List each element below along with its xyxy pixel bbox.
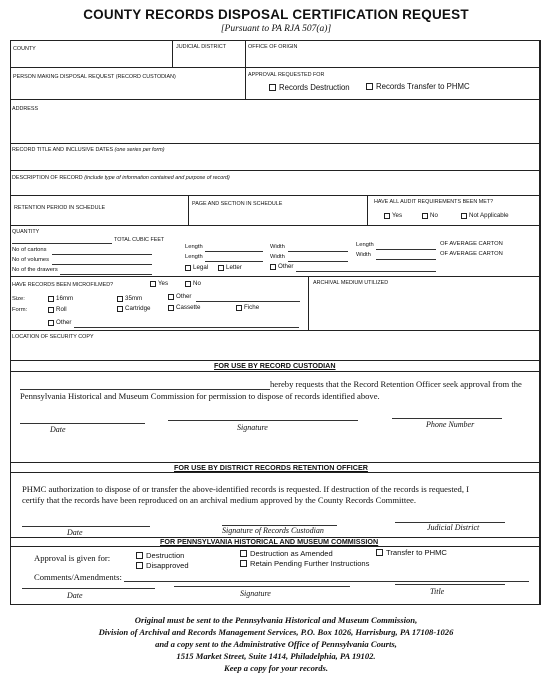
custodian-signature-label: Signature xyxy=(237,423,268,432)
judicial-district-label: JUDICIAL DISTRICT xyxy=(176,44,227,50)
cubic-feet-line[interactable] xyxy=(12,243,112,244)
footer-line2: Division of Archival and Records Management Services, P.O. Box 1026, Harrisburg, PA 17108-1026 xyxy=(98,627,454,637)
size-other-option[interactable] xyxy=(168,294,191,300)
microfilm-no-option[interactable] xyxy=(185,281,201,287)
form-cartridge-label: Cartridge xyxy=(125,305,151,312)
county-label: COUNTY xyxy=(13,46,36,52)
custodian-name-field[interactable] xyxy=(20,389,270,390)
checkbox[interactable] xyxy=(48,320,54,326)
checkbox[interactable] xyxy=(136,552,143,559)
width-field[interactable] xyxy=(288,251,348,252)
phmc-destruction-label: Destruction xyxy=(146,551,185,560)
audit-no-option[interactable] xyxy=(422,213,438,219)
page-section-field[interactable] xyxy=(191,210,363,223)
checkbox[interactable] xyxy=(185,281,191,287)
office-of-origin-label: OFFICE OF ORIGIN xyxy=(248,44,298,50)
footer-line3: and a copy sent to the Administrative Office of Pennsylvania Courts, xyxy=(155,639,397,649)
carton-length-field[interactable] xyxy=(376,249,436,250)
phmc-title-label: Title xyxy=(430,587,445,596)
approval-given-label: Approval is given for: xyxy=(34,553,111,563)
microfilm-no-label: No xyxy=(193,280,201,287)
audit-question-label: HAVE ALL AUDIT REQUIREMENTS BEEN MET? xyxy=(374,199,494,205)
checkbox[interactable] xyxy=(168,294,174,300)
phmc-destruction-amended-option[interactable] xyxy=(240,550,333,558)
records-transfer-label: Records Transfer to PHMC xyxy=(376,82,470,91)
phmc-destruction-amended-label: Destruction as Amended xyxy=(250,549,333,558)
divider xyxy=(308,276,309,330)
phmc-disapproved-option[interactable] xyxy=(136,562,189,570)
custodian-phone-field[interactable] xyxy=(392,418,502,419)
officer-district-label: Judicial District xyxy=(427,523,480,532)
form-other-field[interactable] xyxy=(74,327,299,328)
archival-medium-field[interactable] xyxy=(312,289,537,327)
officer-text-line2: certify that the records have been reproduced on an archival medium approved by the County Records Committee. xyxy=(22,495,416,505)
form-subtitle: [Pursuant to PA RJA 507(a)] xyxy=(220,24,332,34)
form-fiche-label: Fiche xyxy=(244,304,260,311)
audit-no-label: No xyxy=(430,212,438,219)
microfilm-yes-option[interactable] xyxy=(150,281,168,287)
security-copy-label: LOCATION OF SECURITY COPY xyxy=(12,334,94,340)
microfilm-question-label: HAVE RECORDS BEEN MICROFILMED? xyxy=(12,282,114,288)
approval-requested-label: APPROVAL REQUESTED FOR xyxy=(248,72,325,78)
divider xyxy=(10,99,540,100)
length-field[interactable] xyxy=(205,261,263,262)
divider xyxy=(10,371,11,377)
audit-yes-option[interactable] xyxy=(384,213,402,219)
phmc-transfer-option[interactable] xyxy=(376,549,447,557)
checkbox[interactable] xyxy=(422,213,428,219)
length-label: Length xyxy=(185,244,203,250)
checkbox[interactable] xyxy=(117,306,123,312)
record-title-note: (one series per form) xyxy=(114,147,165,153)
custodian-date-label: Date xyxy=(50,425,66,434)
records-destruction-label: Records Destruction xyxy=(279,83,350,92)
divider xyxy=(188,195,189,225)
records-transfer-option[interactable] xyxy=(366,83,470,91)
size-16mm-label: 16mm xyxy=(56,295,74,302)
other-label: Other xyxy=(278,263,294,270)
divider xyxy=(172,40,173,67)
checkbox[interactable] xyxy=(269,84,276,91)
officer-text-line1: PHMC authorization to dispose of or transfer the above-identified records is requested. If destruction of the records is requested, I xyxy=(22,484,469,494)
page-section-label: PAGE AND SECTION IN SCHEDULE xyxy=(192,201,283,207)
checkbox[interactable] xyxy=(48,307,54,313)
form-other-label: Other xyxy=(56,319,72,326)
custodian-signature-field[interactable] xyxy=(168,420,358,421)
total-cubic-feet-label: TOTAL CUBIC FEET xyxy=(114,237,165,243)
cartons-field[interactable] xyxy=(52,254,152,255)
width-field[interactable] xyxy=(288,261,348,262)
size-35mm-option[interactable] xyxy=(117,296,142,302)
form-roll-option[interactable] xyxy=(48,307,67,313)
address-label: ADDRESS xyxy=(12,106,39,112)
checkbox[interactable] xyxy=(240,560,247,567)
officer-heading: FOR USE BY DISTRICT RECORDS RETENTION OFFICER xyxy=(174,463,368,472)
checkbox[interactable] xyxy=(48,296,54,302)
phmc-retain-option[interactable] xyxy=(240,560,369,568)
form-cassette-label: Cassette xyxy=(176,304,201,311)
county-field[interactable] xyxy=(13,55,170,65)
officer-date-label: Date xyxy=(67,528,83,537)
officer-date-field[interactable] xyxy=(22,526,150,527)
checkbox[interactable] xyxy=(376,549,383,556)
comments-field[interactable] xyxy=(124,581,529,582)
size-other-field[interactable] xyxy=(196,301,300,302)
audit-yes-label: Yes xyxy=(392,212,403,219)
size-label: Size: xyxy=(12,296,25,302)
records-destruction-option[interactable] xyxy=(269,84,350,92)
description-note: (include type of information contained and purpose of record) xyxy=(84,175,230,181)
carton-width-field[interactable] xyxy=(376,259,436,260)
length-field[interactable] xyxy=(205,251,263,252)
average-carton-label: OF AVERAGE CARTON xyxy=(440,251,503,257)
divider xyxy=(10,546,540,547)
phmc-transfer-label: Transfer to PHMC xyxy=(386,548,447,557)
checkbox[interactable] xyxy=(236,305,242,311)
width-label: Width xyxy=(270,244,285,250)
divider xyxy=(245,40,246,99)
form-cartridge-option[interactable] xyxy=(117,306,150,312)
length-label: Length xyxy=(185,254,203,260)
form-fiche-option[interactable] xyxy=(236,305,259,311)
phmc-date-label: Date xyxy=(67,591,83,600)
phmc-heading: FOR PENNSYLVANIA HISTORICAL AND MUSEUM COMMISSION xyxy=(160,537,379,546)
audit-na-label: Not Applicable xyxy=(469,212,509,219)
cartons-label: No of cartons xyxy=(12,247,47,253)
checkbox[interactable] xyxy=(185,265,191,271)
width-label: Width xyxy=(356,252,371,258)
letter-option[interactable] xyxy=(218,265,242,271)
checkbox[interactable] xyxy=(136,562,143,569)
audit-na-option[interactable] xyxy=(461,213,509,219)
divider xyxy=(10,195,540,196)
office-of-origin-field[interactable] xyxy=(248,53,538,65)
record-title-field[interactable] xyxy=(12,156,537,168)
divider xyxy=(10,371,540,372)
divider xyxy=(10,170,540,171)
custodian-field[interactable] xyxy=(13,84,241,97)
drawers-field[interactable] xyxy=(60,274,152,275)
width-label: Width xyxy=(270,254,285,260)
checkbox[interactable] xyxy=(150,281,156,287)
phmc-destruction-option[interactable] xyxy=(136,552,184,560)
description-text: DESCRIPTION OF RECORD xyxy=(12,175,83,181)
legal-label: Legal xyxy=(193,264,209,271)
footer-line4: 1515 Market Street, Suite 1414, Philadelphia, PA 19102. xyxy=(176,651,376,661)
record-title-text: RECORD TITLE AND INCLUSIVE DATES xyxy=(12,147,114,153)
divider xyxy=(10,330,540,331)
comments-label: Comments/Amendments: xyxy=(34,572,122,582)
legal-option[interactable] xyxy=(185,265,208,271)
phmc-signature-field[interactable] xyxy=(174,586,350,587)
divider xyxy=(10,225,540,226)
form-cassette-option[interactable] xyxy=(168,305,200,311)
other-option[interactable] xyxy=(270,264,293,270)
divider xyxy=(10,67,540,68)
security-copy-field[interactable] xyxy=(12,343,537,358)
phmc-signature-label: Signature xyxy=(240,589,271,598)
form-roll-label: Roll xyxy=(56,306,67,313)
size-16mm-option[interactable] xyxy=(48,296,73,302)
volumes-field[interactable] xyxy=(52,264,152,265)
checkbox[interactable] xyxy=(218,265,224,271)
quantity-label: QUANTITY xyxy=(12,229,40,235)
drawers-label: No of the drawers xyxy=(12,267,58,273)
custodian-text-line2: Pennsylvania Historical and Museum Commission for permission to dispose of records identified above. xyxy=(20,391,380,401)
average-carton-label: OF AVERAGE CARTON xyxy=(440,241,503,247)
form-title: COUNTY RECORDS DISPOSAL CERTIFICATION REQUEST xyxy=(83,7,469,22)
phmc-disapproved-label: Disapproved xyxy=(146,561,189,570)
footer-line1: Original must be sent to the Pennsylvania Historical and Museum Commission, xyxy=(134,615,418,625)
address-field[interactable] xyxy=(12,114,537,140)
checkbox[interactable] xyxy=(366,83,373,90)
form-label: Form: xyxy=(12,307,28,313)
checkbox[interactable] xyxy=(461,213,467,219)
description-field[interactable] xyxy=(12,184,537,194)
checkbox[interactable] xyxy=(117,296,123,302)
phmc-date-field[interactable] xyxy=(22,588,155,589)
size-35mm-label: 35mm xyxy=(125,295,143,302)
officer-signature-label: Signature of Records Custodian xyxy=(222,526,324,535)
phmc-retain-label: Retain Pending Further Instructions xyxy=(250,559,370,568)
divider xyxy=(10,143,540,144)
checkbox[interactable] xyxy=(168,305,174,311)
divider xyxy=(367,195,368,225)
volumes-label: No of volumes xyxy=(12,257,50,263)
retention-period-field[interactable] xyxy=(14,213,184,223)
retention-period-label: RETENTION PERIOD IN SCHEDULE xyxy=(14,205,106,211)
judicial-district-field[interactable] xyxy=(175,53,243,65)
custodian-heading: FOR USE BY RECORD CUSTODIAN xyxy=(214,361,336,370)
divider xyxy=(10,472,540,473)
record-title-label xyxy=(12,148,165,153)
archival-medium-label: ARCHIVAL MEDIUM UTILIZED xyxy=(313,280,389,286)
custodian-date-field[interactable] xyxy=(20,423,145,424)
checkbox[interactable] xyxy=(384,213,390,219)
description-label xyxy=(12,176,230,181)
footer-line5: Keep a copy for your records. xyxy=(223,663,329,673)
form-other-option[interactable] xyxy=(48,320,71,326)
size-other-label: Other xyxy=(176,293,192,300)
letter-label: Letter xyxy=(226,264,242,271)
custodian-phone-label: Phone Number xyxy=(426,420,475,429)
checkbox[interactable] xyxy=(240,550,247,557)
divider xyxy=(540,40,541,605)
checkbox[interactable] xyxy=(270,264,276,270)
length-label: Length xyxy=(356,242,374,248)
custodian-label: PERSON MAKING DISPOSAL REQUEST (RECORD CUSTODIAN) xyxy=(13,74,176,80)
phmc-title-field[interactable] xyxy=(395,584,505,585)
other-field[interactable] xyxy=(296,271,436,272)
divider xyxy=(10,276,540,277)
microfilm-yes-label: Yes xyxy=(158,280,169,287)
custodian-text-line1: hereby requests that the Record Retention Officer seek approval from the xyxy=(270,379,522,389)
